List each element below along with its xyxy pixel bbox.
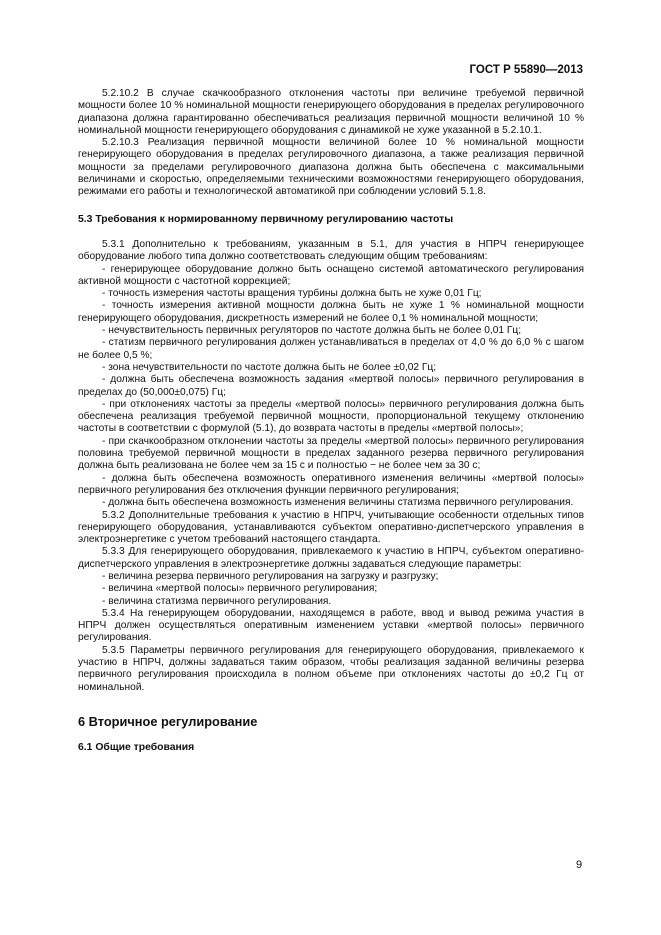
list-item: - величина резерва первичного регулирования на загрузку и разгрузку; — [102, 570, 439, 582]
list-item: - должна быть обеспечена возможность оперативного изменения величины «мертвой полосы» первичного регулирования без отключения функции первичного регулирования; — [78, 472, 584, 496]
paragraph: 5.3.2 Дополнительные требования к участию в НПРЧ, учитывающие особенности отдельных типов генерирующего оборудования, устанавливаются субъектом оперативно-диспетчерского управления в электроэнергетике с учетом требований настоящего стандарта. — [78, 509, 584, 546]
list-item: - должна быть обеспечена возможность задания «мертвой полосы» первичного регулирования в пределах до (50,000±0,075) Гц; — [78, 374, 584, 398]
list-item: - нечувствительность первичных регуляторов по частоте должна быть не более 0,01 Гц; — [102, 325, 522, 337]
paragraph: 5.2.10.3 Реализация первичной мощности величиной более 10 % номинальной мощности генерирующего оборудования в пределах регулировочного диапазона, а также реализация первичной мощности за пределами регулировочного диапазона должна быть обеспечена с максимальными величинами и скоростью, определяемыми техническими возможностями генерирующего оборудования, режимами его работы и технологической автоматикой при соблюдении условий 5.1.8. — [78, 137, 584, 198]
list-item: - точность измерения активной мощности должна быть не хуже 1 % номинальной мощности генерирующего оборудования, дискретность измерений не более 0,1 % номинальной мощности; — [78, 300, 584, 324]
list-item: - зона нечувствительности по частоте должна быть не более ±0,02 Гц; — [102, 361, 437, 373]
page-header-title: ГОСТ Р 55890—2013 — [469, 64, 583, 76]
paragraph: 5.3.4 На генерирующем оборудовании, находящемся в работе, ввод и вывод режима участия в НПРЧ должен осуществляться оперативным изменением уставки «мертвой полосы» первичного регулирования. — [78, 607, 584, 644]
list-item: - величина «мертвой полосы» первичного регулирования; — [102, 583, 378, 595]
page-number: 9 — [576, 859, 583, 871]
list-item: - статизм первичного регулирования должен устанавливаться в пределах от 4,0 % до 6,0 % с шагом не более 0,5 %; — [78, 337, 584, 361]
paragraph: 5.3.5 Параметры первичного регулирования для генерирующего оборудования, привлекаемого к участию в НПРЧ, должны задаваться таким образом, чтобы реализация заданной величины резерва первичного регулирования происходила в полном объеме при отклонениях частоты до ±0,2 Гц от номинальной. — [78, 644, 584, 693]
subsection-heading: 6.1 Общие требования — [78, 742, 195, 754]
paragraph: 5.2.10.2 В случае скачкообразного отклонения частоты при величине требуемой первичной мощности более 10 % номинальной мощности генерирующего оборудования в пределах регулировочного диапазона должна гарантированно обеспечиваться реализация первичной мощности величиной 10 % номинальной мощности генерирующего оборудования с динамикой не хуже указанной в 5.2.10.1. — [78, 88, 584, 136]
list-item: - при отклонениях частоты за пределы «мертвой полосы» первичного регулирования должна быть обеспечена реализация требуемой первичной мощности, пропорциональной текущему отклонению частоты в соответствии с формулой (5.1), до возврата частоты в пределы «мертвой полосы»; — [78, 398, 584, 435]
list-item: - величина статизма первичного регулирования. — [102, 595, 332, 607]
paragraph: 5.3.1 Дополнительно к требованиям, указанным в 5.1, для участия в НПРЧ генерирующее оборудование любого типа должно соответствовать следующим общим требованиям: — [78, 238, 584, 263]
list-item: - должна быть обеспечена возможность изменения величины статизма первичного регулирования. — [102, 497, 574, 509]
paragraph: 5.3.3 Для генерирующего оборудования, привлекаемого к участию в НПРЧ, субъектом оперативно-диспетчерского управления в электроэнергетике должны задаваться следующие параметры: — [78, 546, 584, 570]
list-item: - точность измерения частоты вращения турбины должна быть не хуже 0,01 Гц; — [102, 288, 482, 300]
list-item: - при скачкообразном отклонении частоты за пределы «мертвой полосы» первичного регулирования половина требуемой первичной мощности в пределах заданного резерва первичного регулирования должна быть реализована не более чем за 15 с и полностью − не более чем за 30 с; — [78, 435, 584, 472]
chapter-heading: 6 Вторичное регулирование — [78, 713, 258, 729]
document-body — [78, 88, 584, 755]
list-item: - генерирующее оборудование должно быть оснащено системой автоматического регулирования активной мощности с частотной коррекцией; — [78, 263, 584, 287]
section-heading: 5.3 Требования к нормированному первичному регулированию частоты — [78, 213, 454, 225]
